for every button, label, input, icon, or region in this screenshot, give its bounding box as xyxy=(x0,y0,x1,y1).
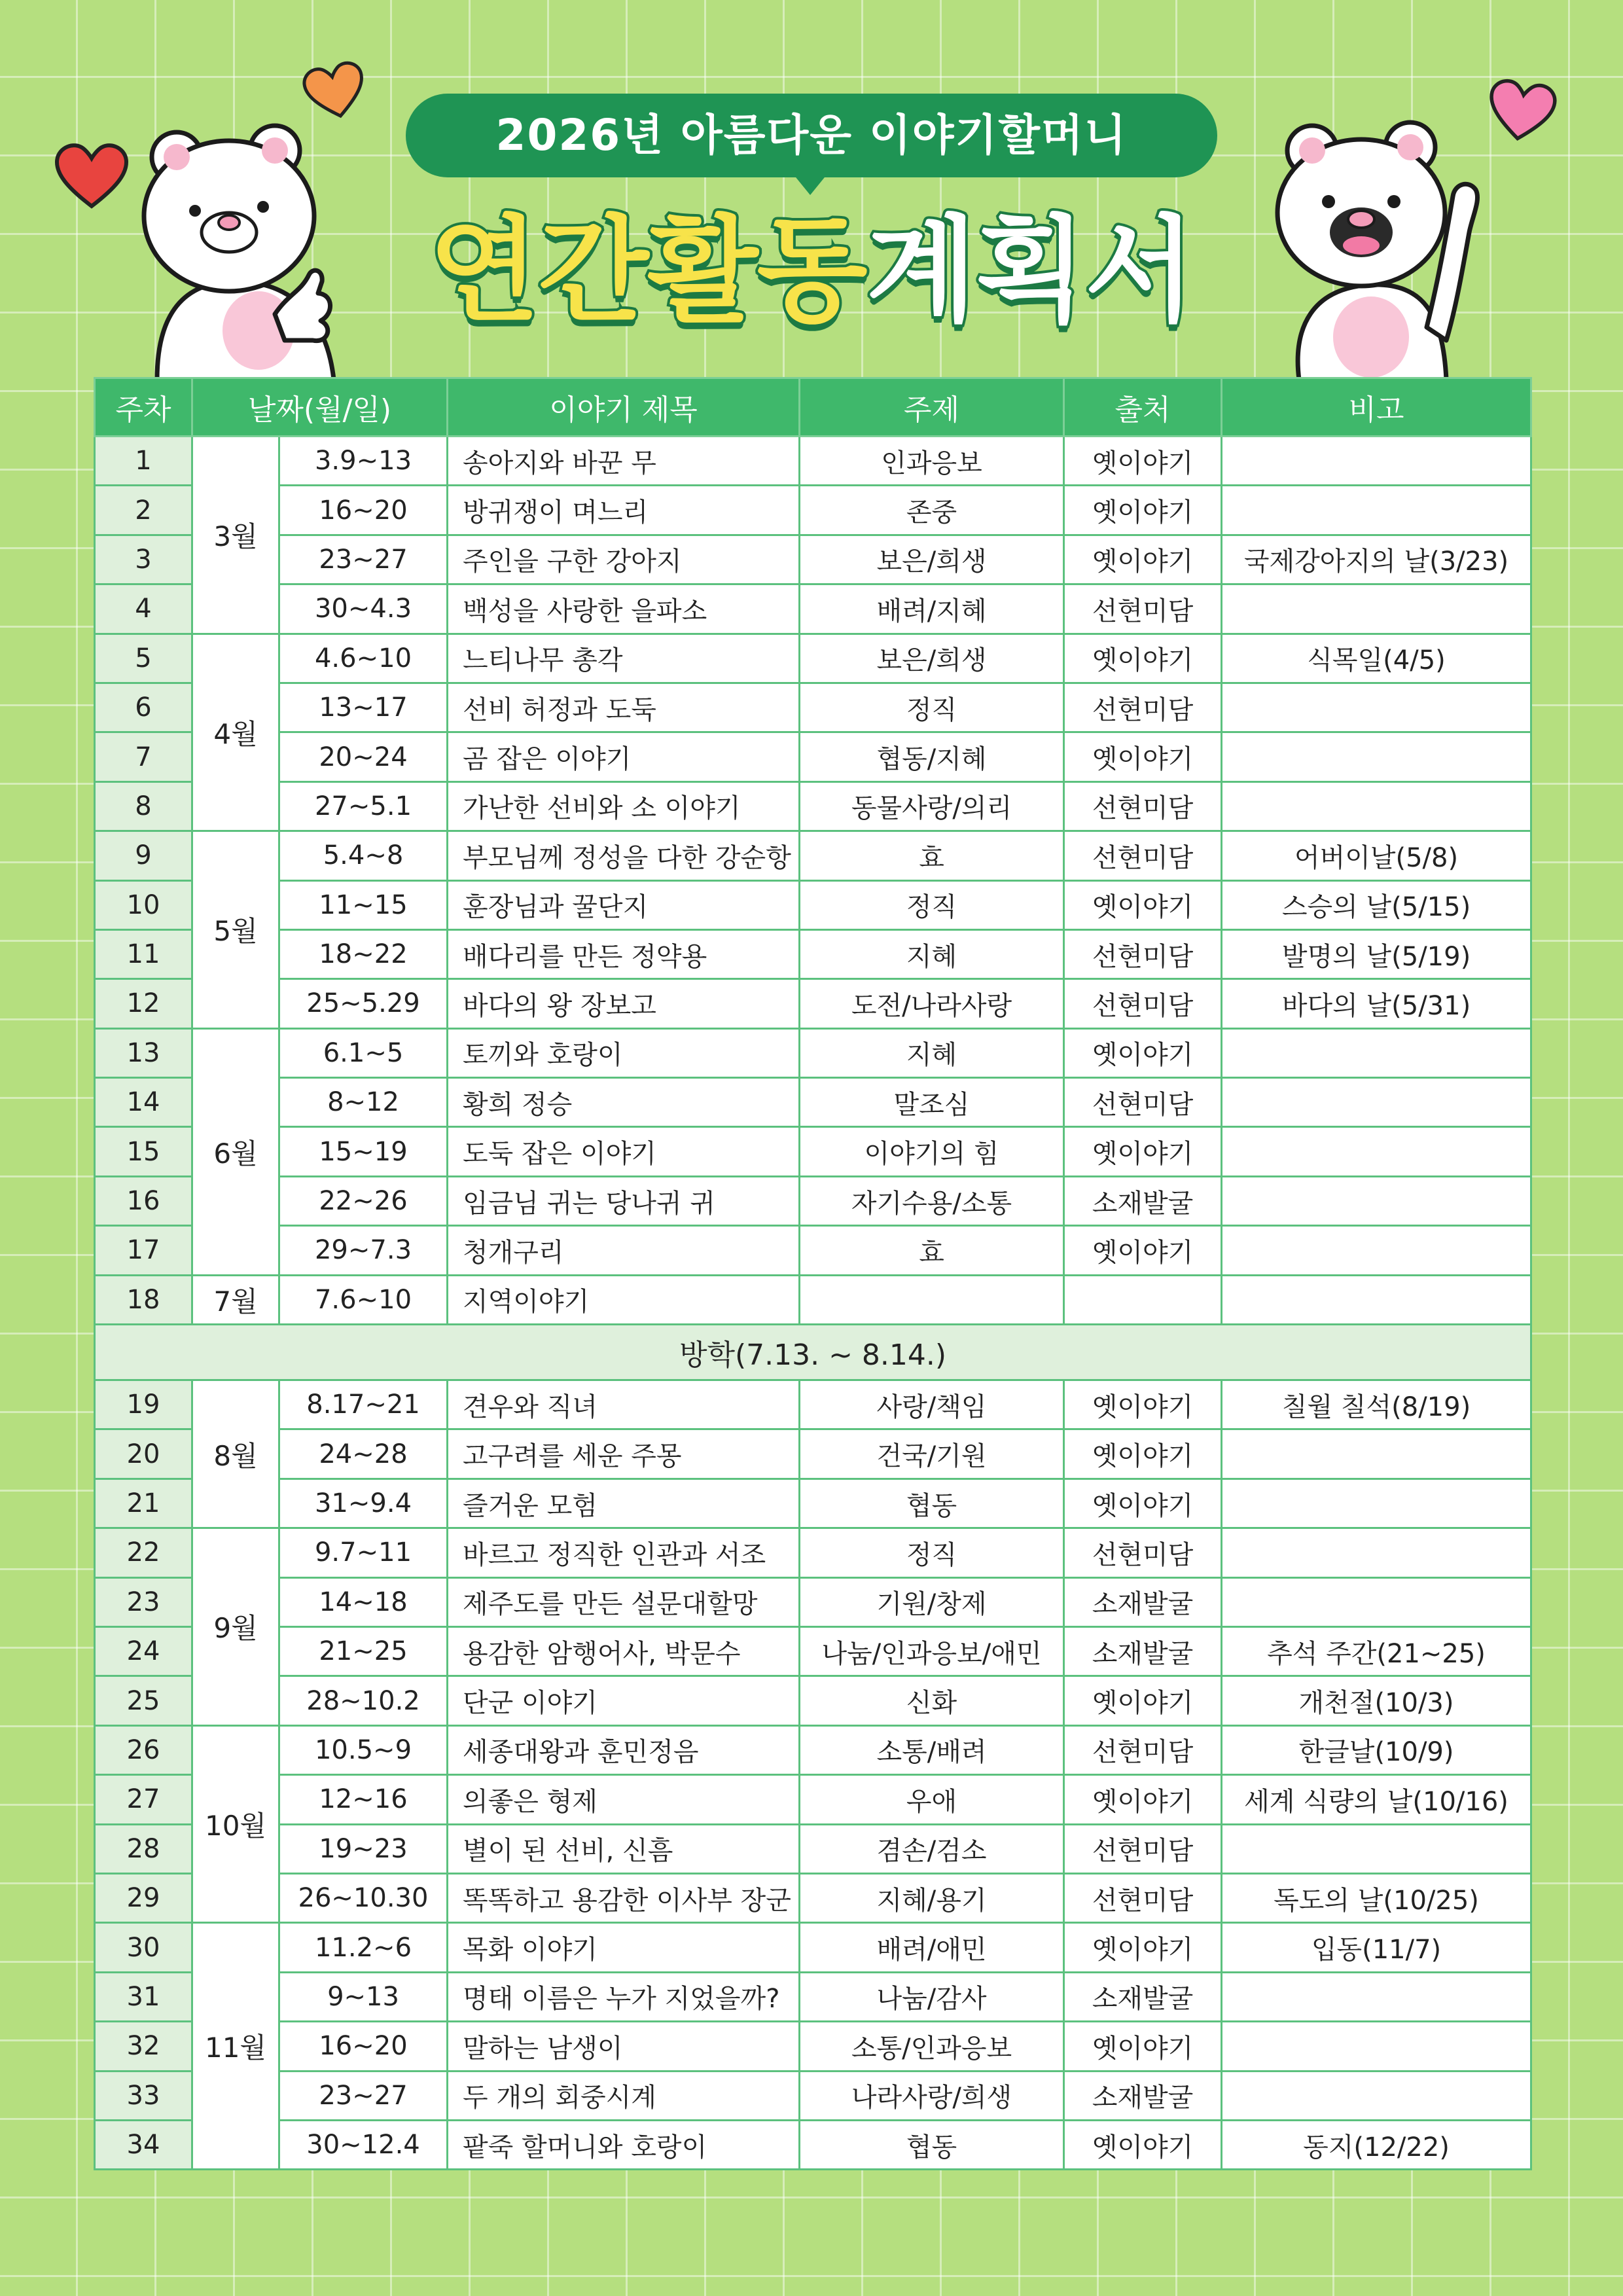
date-cell: 15~19 xyxy=(279,1127,448,1176)
date-cell: 12~16 xyxy=(279,1775,448,1824)
date-cell: 22~26 xyxy=(279,1176,448,1225)
week-cell: 11 xyxy=(95,929,192,978)
table-body-first-half xyxy=(95,437,1531,1325)
source-cell: 선현미담 xyxy=(1064,781,1222,831)
title-part-yellow: 연간활동 xyxy=(429,205,866,338)
note-cell: 식목일(4/5) xyxy=(1222,634,1531,683)
week-cell: 21 xyxy=(95,1479,192,1528)
table-row xyxy=(95,1028,1531,1077)
month-cell: 4월 xyxy=(192,634,279,831)
month-cell: 8월 xyxy=(192,1380,279,1528)
note-cell: 개천절(10/3) xyxy=(1222,1676,1531,1725)
table-row xyxy=(95,1429,1531,1479)
story-title-cell: 주인을 구한 강아지 xyxy=(448,535,800,584)
week-cell: 2 xyxy=(95,486,192,535)
table-row xyxy=(95,1972,1531,2021)
date-cell: 29~7.3 xyxy=(279,1226,448,1275)
source-cell: 선현미담 xyxy=(1064,831,1222,880)
header-title: 이야기 제목 xyxy=(448,378,800,437)
week-cell: 5 xyxy=(95,634,192,683)
source-cell: 옛이야기 xyxy=(1064,634,1222,683)
story-title-cell: 바다의 왕 장보고 xyxy=(448,979,800,1028)
source-cell: 옛이야기 xyxy=(1064,880,1222,929)
week-cell: 12 xyxy=(95,979,192,1028)
source-cell: 옛이야기 xyxy=(1064,1127,1222,1176)
theme-cell: 정직 xyxy=(800,1528,1064,1577)
note-cell: 발명의 날(5/19) xyxy=(1222,929,1531,978)
story-title-cell: 청개구리 xyxy=(448,1226,800,1275)
date-cell: 9.7~11 xyxy=(279,1528,448,1577)
table-row xyxy=(95,437,1531,486)
vacation-section xyxy=(95,1325,1531,1380)
story-title-cell: 단군 이야기 xyxy=(448,1676,800,1725)
theme-cell: 소통/배려 xyxy=(800,1725,1064,1774)
month-cell: 6월 xyxy=(192,1028,279,1275)
theme-cell: 존중 xyxy=(800,486,1064,535)
source-cell: 옛이야기 xyxy=(1064,1226,1222,1275)
source-cell: 선현미담 xyxy=(1064,1873,1222,1922)
subtitle-banner xyxy=(406,94,1217,177)
week-cell: 27 xyxy=(95,1775,192,1824)
table-row xyxy=(95,1775,1531,1824)
week-cell: 1 xyxy=(95,437,192,486)
header-note: 비고 xyxy=(1222,378,1531,437)
table-row xyxy=(95,2071,1531,2120)
source-cell: 선현미담 xyxy=(1064,979,1222,1028)
week-cell: 13 xyxy=(95,1028,192,1077)
table-row xyxy=(95,781,1531,831)
note-cell xyxy=(1222,1824,1531,1873)
story-title-cell: 명태 이름은 누가 지었을까? xyxy=(448,1972,800,2021)
week-cell: 22 xyxy=(95,1528,192,1577)
source-cell: 선현미담 xyxy=(1064,1824,1222,1873)
header-date: 날짜(월/일) xyxy=(192,378,448,437)
header-row xyxy=(95,378,1531,437)
theme-cell: 나눔/감사 xyxy=(800,1972,1064,2021)
theme-cell: 인과응보 xyxy=(800,437,1064,486)
story-title-cell: 말하는 남생이 xyxy=(448,2022,800,2071)
table-row xyxy=(95,1176,1531,1225)
table-row xyxy=(95,1725,1531,1774)
theme-cell: 건국/기원 xyxy=(800,1429,1064,1479)
month-cell: 5월 xyxy=(192,831,279,1029)
story-title-cell: 도둑 잡은 이야기 xyxy=(448,1127,800,1176)
theme-cell: 정직 xyxy=(800,683,1064,732)
table-row xyxy=(95,1824,1531,1873)
theme-cell: 효 xyxy=(800,831,1064,880)
date-cell: 14~18 xyxy=(279,1577,448,1626)
date-cell: 7.6~10 xyxy=(279,1275,448,1324)
week-cell: 19 xyxy=(95,1380,192,1429)
theme-cell: 협동/지혜 xyxy=(800,732,1064,781)
source-cell: 옛이야기 xyxy=(1064,486,1222,535)
story-title-cell: 팥죽 할머니와 호랑이 xyxy=(448,2120,800,2169)
story-title-cell: 배다리를 만든 정약용 xyxy=(448,929,800,978)
header-source: 출처 xyxy=(1064,378,1222,437)
week-cell: 26 xyxy=(95,1725,192,1774)
date-cell: 23~27 xyxy=(279,2071,448,2120)
source-cell: 옛이야기 xyxy=(1064,1923,1222,1972)
source-cell: 옛이야기 xyxy=(1064,535,1222,584)
theme-cell: 이야기의 힘 xyxy=(800,1127,1064,1176)
week-cell: 28 xyxy=(95,1824,192,1873)
date-cell: 5.4~8 xyxy=(279,831,448,880)
note-cell xyxy=(1222,1078,1531,1127)
note-cell xyxy=(1222,1275,1531,1324)
page-title xyxy=(393,200,1230,344)
table-row xyxy=(95,1577,1531,1626)
vacation-cell: 방학(7.13. ~ 8.14.) xyxy=(95,1325,1531,1380)
story-title-cell: 가난한 선비와 소 이야기 xyxy=(448,781,800,831)
theme-cell: 나눔/인과응보/애민 xyxy=(800,1626,1064,1676)
banner-tail xyxy=(793,174,827,195)
note-cell xyxy=(1222,732,1531,781)
source-cell: 옛이야기 xyxy=(1064,1429,1222,1479)
source-cell: 선현미담 xyxy=(1064,584,1222,634)
note-cell: 입동(11/7) xyxy=(1222,1923,1531,1972)
story-title-cell: 목화 이야기 xyxy=(448,1923,800,1972)
week-cell: 25 xyxy=(95,1676,192,1725)
theme-cell: 협동 xyxy=(800,2120,1064,2169)
theme-cell: 소통/인과응보 xyxy=(800,2022,1064,2071)
source-cell: 선현미담 xyxy=(1064,683,1222,732)
theme-cell: 배려/애민 xyxy=(800,1923,1064,1972)
note-cell: 한글날(10/9) xyxy=(1222,1725,1531,1774)
table-row xyxy=(95,1275,1531,1324)
date-cell: 25~5.29 xyxy=(279,979,448,1028)
story-title-cell: 두 개의 회중시계 xyxy=(448,2071,800,2120)
note-cell: 추석 주간(21~25) xyxy=(1222,1626,1531,1676)
header-theme: 주제 xyxy=(800,378,1064,437)
date-cell: 31~9.4 xyxy=(279,1479,448,1528)
source-cell: 소재발굴 xyxy=(1064,1577,1222,1626)
source-cell: 옛이야기 xyxy=(1064,1028,1222,1077)
note-cell: 세계 식량의 날(10/16) xyxy=(1222,1775,1531,1824)
week-cell: 3 xyxy=(95,535,192,584)
week-cell: 20 xyxy=(95,1429,192,1479)
theme-cell: 효 xyxy=(800,1226,1064,1275)
week-cell: 10 xyxy=(95,880,192,929)
theme-cell: 우애 xyxy=(800,1775,1064,1824)
story-title-cell: 지역이야기 xyxy=(448,1275,800,1324)
date-cell: 16~20 xyxy=(279,486,448,535)
story-title-cell: 고구려를 세운 주몽 xyxy=(448,1429,800,1479)
source-cell: 옛이야기 xyxy=(1064,1775,1222,1824)
table-row xyxy=(95,486,1531,535)
date-cell: 19~23 xyxy=(279,1824,448,1873)
source-cell: 선현미담 xyxy=(1064,929,1222,978)
note-cell xyxy=(1222,1127,1531,1176)
date-cell: 9~13 xyxy=(279,1972,448,2021)
date-cell: 6.1~5 xyxy=(279,1028,448,1077)
theme-cell xyxy=(800,1275,1064,1324)
date-cell: 11.2~6 xyxy=(279,1923,448,1972)
orange-heart-icon xyxy=(302,60,368,120)
source-cell xyxy=(1064,1275,1222,1324)
table-row xyxy=(95,584,1531,634)
source-cell: 옛이야기 xyxy=(1064,1380,1222,1429)
table-row xyxy=(95,2022,1531,2071)
week-cell: 34 xyxy=(95,2120,192,2169)
source-cell: 소재발굴 xyxy=(1064,1626,1222,1676)
theme-cell: 지혜 xyxy=(800,1028,1064,1077)
week-cell: 23 xyxy=(95,1577,192,1626)
bear-thumbs-up-illustration xyxy=(137,118,353,380)
table-row xyxy=(95,683,1531,732)
week-cell: 6 xyxy=(95,683,192,732)
story-title-cell: 세종대왕과 훈민정음 xyxy=(448,1725,800,1774)
header-week: 주차 xyxy=(95,378,192,437)
note-cell: 스승의 날(5/15) xyxy=(1222,880,1531,929)
week-cell: 8 xyxy=(95,781,192,831)
note-cell xyxy=(1222,486,1531,535)
source-cell: 옛이야기 xyxy=(1064,732,1222,781)
story-title-cell: 의좋은 형제 xyxy=(448,1775,800,1824)
date-cell: 27~5.1 xyxy=(279,781,448,831)
theme-cell: 기원/창제 xyxy=(800,1577,1064,1626)
table-row xyxy=(95,1380,1531,1429)
story-title-cell: 임금님 귀는 당나귀 귀 xyxy=(448,1176,800,1225)
date-cell: 30~4.3 xyxy=(279,584,448,634)
table-row xyxy=(95,880,1531,929)
note-cell xyxy=(1222,1226,1531,1275)
week-cell: 4 xyxy=(95,584,192,634)
month-cell: 11월 xyxy=(192,1923,279,2170)
story-title-cell: 느티나무 총각 xyxy=(448,634,800,683)
vacation-row xyxy=(95,1325,1531,1380)
story-title-cell: 즐거운 모험 xyxy=(448,1479,800,1528)
story-title-cell: 견우와 직녀 xyxy=(448,1380,800,1429)
plan-table-container xyxy=(94,377,1530,2170)
theme-cell: 신화 xyxy=(800,1676,1064,1725)
story-title-cell: 방귀쟁이 며느리 xyxy=(448,486,800,535)
date-cell: 30~12.4 xyxy=(279,2120,448,2169)
source-cell: 선현미담 xyxy=(1064,1528,1222,1577)
source-cell: 옛이야기 xyxy=(1064,1676,1222,1725)
bear-waving-illustration xyxy=(1273,118,1489,380)
story-title-cell: 똑똑하고 용감한 이사부 장군 xyxy=(448,1873,800,1922)
table-row xyxy=(95,1676,1531,1725)
note-cell xyxy=(1222,1176,1531,1225)
date-cell: 10.5~9 xyxy=(279,1725,448,1774)
week-cell: 14 xyxy=(95,1078,192,1127)
theme-cell: 보은/희생 xyxy=(800,634,1064,683)
table-body-second-half xyxy=(95,1380,1531,2170)
table-row xyxy=(95,535,1531,584)
note-cell xyxy=(1222,2071,1531,2120)
date-cell: 23~27 xyxy=(279,535,448,584)
story-title-cell: 용감한 암행어사, 박문수 xyxy=(448,1626,800,1676)
month-cell: 9월 xyxy=(192,1528,279,1726)
week-cell: 33 xyxy=(95,2071,192,2120)
week-cell: 7 xyxy=(95,732,192,781)
week-cell: 30 xyxy=(95,1923,192,1972)
week-cell: 15 xyxy=(95,1127,192,1176)
table-row xyxy=(95,929,1531,978)
theme-cell: 나라사랑/희생 xyxy=(800,2071,1064,2120)
note-cell xyxy=(1222,1479,1531,1528)
note-cell xyxy=(1222,1028,1531,1077)
table-row xyxy=(95,979,1531,1028)
story-title-cell: 부모님께 정성을 다한 강순항 xyxy=(448,831,800,880)
date-cell: 11~15 xyxy=(279,880,448,929)
date-cell: 4.6~10 xyxy=(279,634,448,683)
table-row xyxy=(95,634,1531,683)
theme-cell: 배려/지혜 xyxy=(800,584,1064,634)
subtitle-text: 2026년 아름다운 이야기할머니 xyxy=(495,110,1128,160)
theme-cell: 지혜 xyxy=(800,929,1064,978)
date-cell: 16~20 xyxy=(279,2022,448,2071)
source-cell: 소재발굴 xyxy=(1064,1176,1222,1225)
date-cell: 21~25 xyxy=(279,1626,448,1676)
note-cell xyxy=(1222,1972,1531,2021)
week-cell: 31 xyxy=(95,1972,192,2021)
pink-heart-icon xyxy=(1486,77,1558,143)
story-title-cell: 선비 허정과 도둑 xyxy=(448,683,800,732)
theme-cell: 도전/나라사랑 xyxy=(800,979,1064,1028)
date-cell: 20~24 xyxy=(279,732,448,781)
story-title-cell: 백성을 사랑한 을파소 xyxy=(448,584,800,634)
note-cell: 국제강아지의 날(3/23) xyxy=(1222,535,1531,584)
story-title-cell: 황희 정승 xyxy=(448,1078,800,1127)
table-row xyxy=(95,1479,1531,1528)
story-title-cell: 송아지와 바꾼 무 xyxy=(448,437,800,486)
date-cell: 28~10.2 xyxy=(279,1676,448,1725)
week-cell: 18 xyxy=(95,1275,192,1324)
theme-cell: 보은/희생 xyxy=(800,535,1064,584)
theme-cell: 지혜/용기 xyxy=(800,1873,1064,1922)
date-cell: 13~17 xyxy=(279,683,448,732)
table-row xyxy=(95,1626,1531,1676)
month-cell: 3월 xyxy=(192,437,279,634)
source-cell: 옛이야기 xyxy=(1064,2120,1222,2169)
title-part-white: 계획서 xyxy=(866,205,1194,338)
source-cell: 옛이야기 xyxy=(1064,1479,1222,1528)
source-cell: 소재발굴 xyxy=(1064,2071,1222,2120)
theme-cell: 협동 xyxy=(800,1479,1064,1528)
table-row xyxy=(95,1078,1531,1127)
note-cell: 독도의 날(10/25) xyxy=(1222,1873,1531,1922)
theme-cell: 정직 xyxy=(800,880,1064,929)
note-cell xyxy=(1222,2022,1531,2071)
table-row xyxy=(95,2120,1531,2169)
date-cell: 24~28 xyxy=(279,1429,448,1479)
table-row xyxy=(95,1226,1531,1275)
week-cell: 24 xyxy=(95,1626,192,1676)
week-cell: 29 xyxy=(95,1873,192,1922)
note-cell xyxy=(1222,1577,1531,1626)
table-row xyxy=(95,1873,1531,1922)
theme-cell: 자기수용/소통 xyxy=(800,1176,1064,1225)
annual-plan-table xyxy=(94,377,1532,2170)
source-cell: 옛이야기 xyxy=(1064,437,1222,486)
date-cell: 18~22 xyxy=(279,929,448,978)
note-cell xyxy=(1222,1429,1531,1479)
theme-cell: 사랑/책임 xyxy=(800,1380,1064,1429)
note-cell: 바다의 날(5/31) xyxy=(1222,979,1531,1028)
week-cell: 16 xyxy=(95,1176,192,1225)
story-title-cell: 훈장님과 꿀단지 xyxy=(448,880,800,929)
date-cell: 8~12 xyxy=(279,1078,448,1127)
story-title-cell: 곰 잡은 이야기 xyxy=(448,732,800,781)
week-cell: 32 xyxy=(95,2022,192,2071)
note-cell xyxy=(1222,437,1531,486)
date-cell: 8.17~21 xyxy=(279,1380,448,1429)
note-cell xyxy=(1222,1528,1531,1577)
month-cell: 7월 xyxy=(192,1275,279,1324)
table-row xyxy=(95,732,1531,781)
story-title-cell: 별이 된 선비, 신흠 xyxy=(448,1824,800,1873)
story-title-cell: 토끼와 호랑이 xyxy=(448,1028,800,1077)
note-cell: 어버이날(5/8) xyxy=(1222,831,1531,880)
note-cell: 칠월 칠석(8/19) xyxy=(1222,1380,1531,1429)
note-cell xyxy=(1222,584,1531,634)
month-cell: 10월 xyxy=(192,1725,279,1923)
week-cell: 9 xyxy=(95,831,192,880)
table-row xyxy=(95,1528,1531,1577)
story-title-cell: 바르고 정직한 인관과 서조 xyxy=(448,1528,800,1577)
source-cell: 선현미담 xyxy=(1064,1078,1222,1127)
week-cell: 17 xyxy=(95,1226,192,1275)
source-cell: 옛이야기 xyxy=(1064,2022,1222,2071)
source-cell: 선현미담 xyxy=(1064,1725,1222,1774)
theme-cell: 동물사랑/의리 xyxy=(800,781,1064,831)
red-heart-icon xyxy=(52,139,131,211)
note-cell xyxy=(1222,683,1531,732)
table-row xyxy=(95,1127,1531,1176)
table-row xyxy=(95,1923,1531,1972)
theme-cell: 겸손/검소 xyxy=(800,1824,1064,1873)
date-cell: 3.9~13 xyxy=(279,437,448,486)
note-cell xyxy=(1222,781,1531,831)
note-cell: 동지(12/22) xyxy=(1222,2120,1531,2169)
source-cell: 소재발굴 xyxy=(1064,1972,1222,2021)
date-cell: 26~10.30 xyxy=(279,1873,448,1922)
table-row xyxy=(95,831,1531,880)
theme-cell: 말조심 xyxy=(800,1078,1064,1127)
story-title-cell: 제주도를 만든 설문대할망 xyxy=(448,1577,800,1626)
